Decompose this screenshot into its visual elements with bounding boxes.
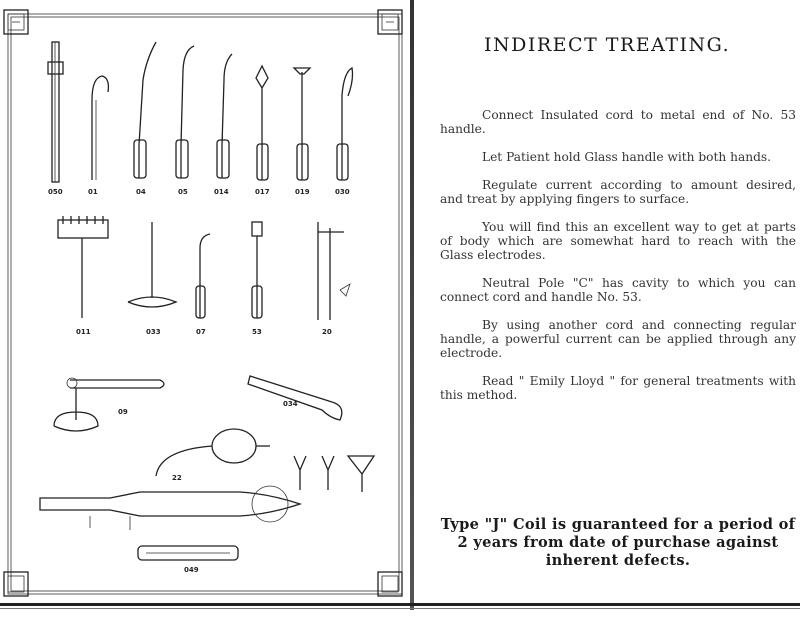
- electrode-049: [138, 546, 238, 560]
- paragraph-5: Neutral Pole "C" has cavity to which you can connect cord and handle No. 53.: [440, 276, 796, 304]
- instructions: [440, 108, 796, 416]
- electrode-014: [217, 54, 232, 178]
- label-034: 034: [283, 400, 298, 408]
- paragraph-1: Connect Insulated cord to metal end of No. 53 handle.: [440, 108, 796, 136]
- electrode-04: [134, 42, 156, 178]
- label-050: 050: [48, 188, 63, 196]
- label-22: 22: [172, 474, 182, 482]
- label-07: 07: [196, 328, 206, 336]
- label-20: 20: [322, 328, 332, 336]
- paragraph-3: Regulate current according to amount desired, and treat by applying fingers to surface.: [440, 178, 796, 206]
- electrode-09: [54, 378, 164, 431]
- corner-ornament-bottom-right: [378, 572, 402, 596]
- electrode-22: [40, 429, 300, 530]
- label-030: 030: [335, 188, 350, 196]
- corner-ornament-top-left: [4, 10, 28, 34]
- label-53: 53: [252, 328, 262, 336]
- guarantee-notice: Type "J" Coil is guaranteed for a period of 2 years from date of purchase against inherent defects.: [440, 516, 796, 569]
- label-019: 019: [295, 188, 310, 196]
- paragraph-4: You will find this an excellent way to get at parts of body which are somewhat hard to reach with the Glass electrodes.: [440, 220, 796, 262]
- label-014: 014: [214, 188, 229, 196]
- label-011: 011: [76, 328, 91, 336]
- paragraph-7: Read " Emily Lloyd " for general treatments with this method.: [440, 374, 796, 402]
- label-049: 049: [184, 566, 199, 574]
- page-title: INDIRECT TREATING.: [484, 34, 731, 56]
- electrode-050: [48, 42, 63, 182]
- electrode-033: [128, 222, 176, 307]
- label-09: 09: [118, 408, 128, 416]
- electrode-030: [337, 68, 353, 180]
- text-page: [414, 0, 800, 603]
- label-033: 033: [146, 328, 161, 336]
- page-bottom-edge-line: [0, 608, 800, 609]
- electrode-011: [58, 216, 108, 318]
- label-01: 01: [88, 188, 98, 196]
- electrode-017: [256, 66, 268, 180]
- electrode-05: [176, 46, 194, 178]
- electrode-07: [196, 234, 210, 318]
- label-017: 017: [255, 188, 270, 196]
- corner-ornament-top-right: [378, 10, 402, 34]
- paragraph-6: By using another cord and connecting regular handle, a powerful current can be applied through any electrode.: [440, 318, 796, 360]
- electrode-tips: [294, 456, 374, 492]
- label-04: 04: [136, 188, 146, 196]
- page-bottom-edge: [0, 603, 800, 606]
- electrode-01: [92, 76, 108, 180]
- paragraph-2: Let Patient hold Glass handle with both hands.: [482, 150, 772, 164]
- electrode-019: [294, 68, 310, 180]
- electrode-20: [318, 222, 350, 320]
- electrode-53: [252, 222, 262, 318]
- label-05: 05: [178, 188, 188, 196]
- electrode-034: [248, 376, 342, 420]
